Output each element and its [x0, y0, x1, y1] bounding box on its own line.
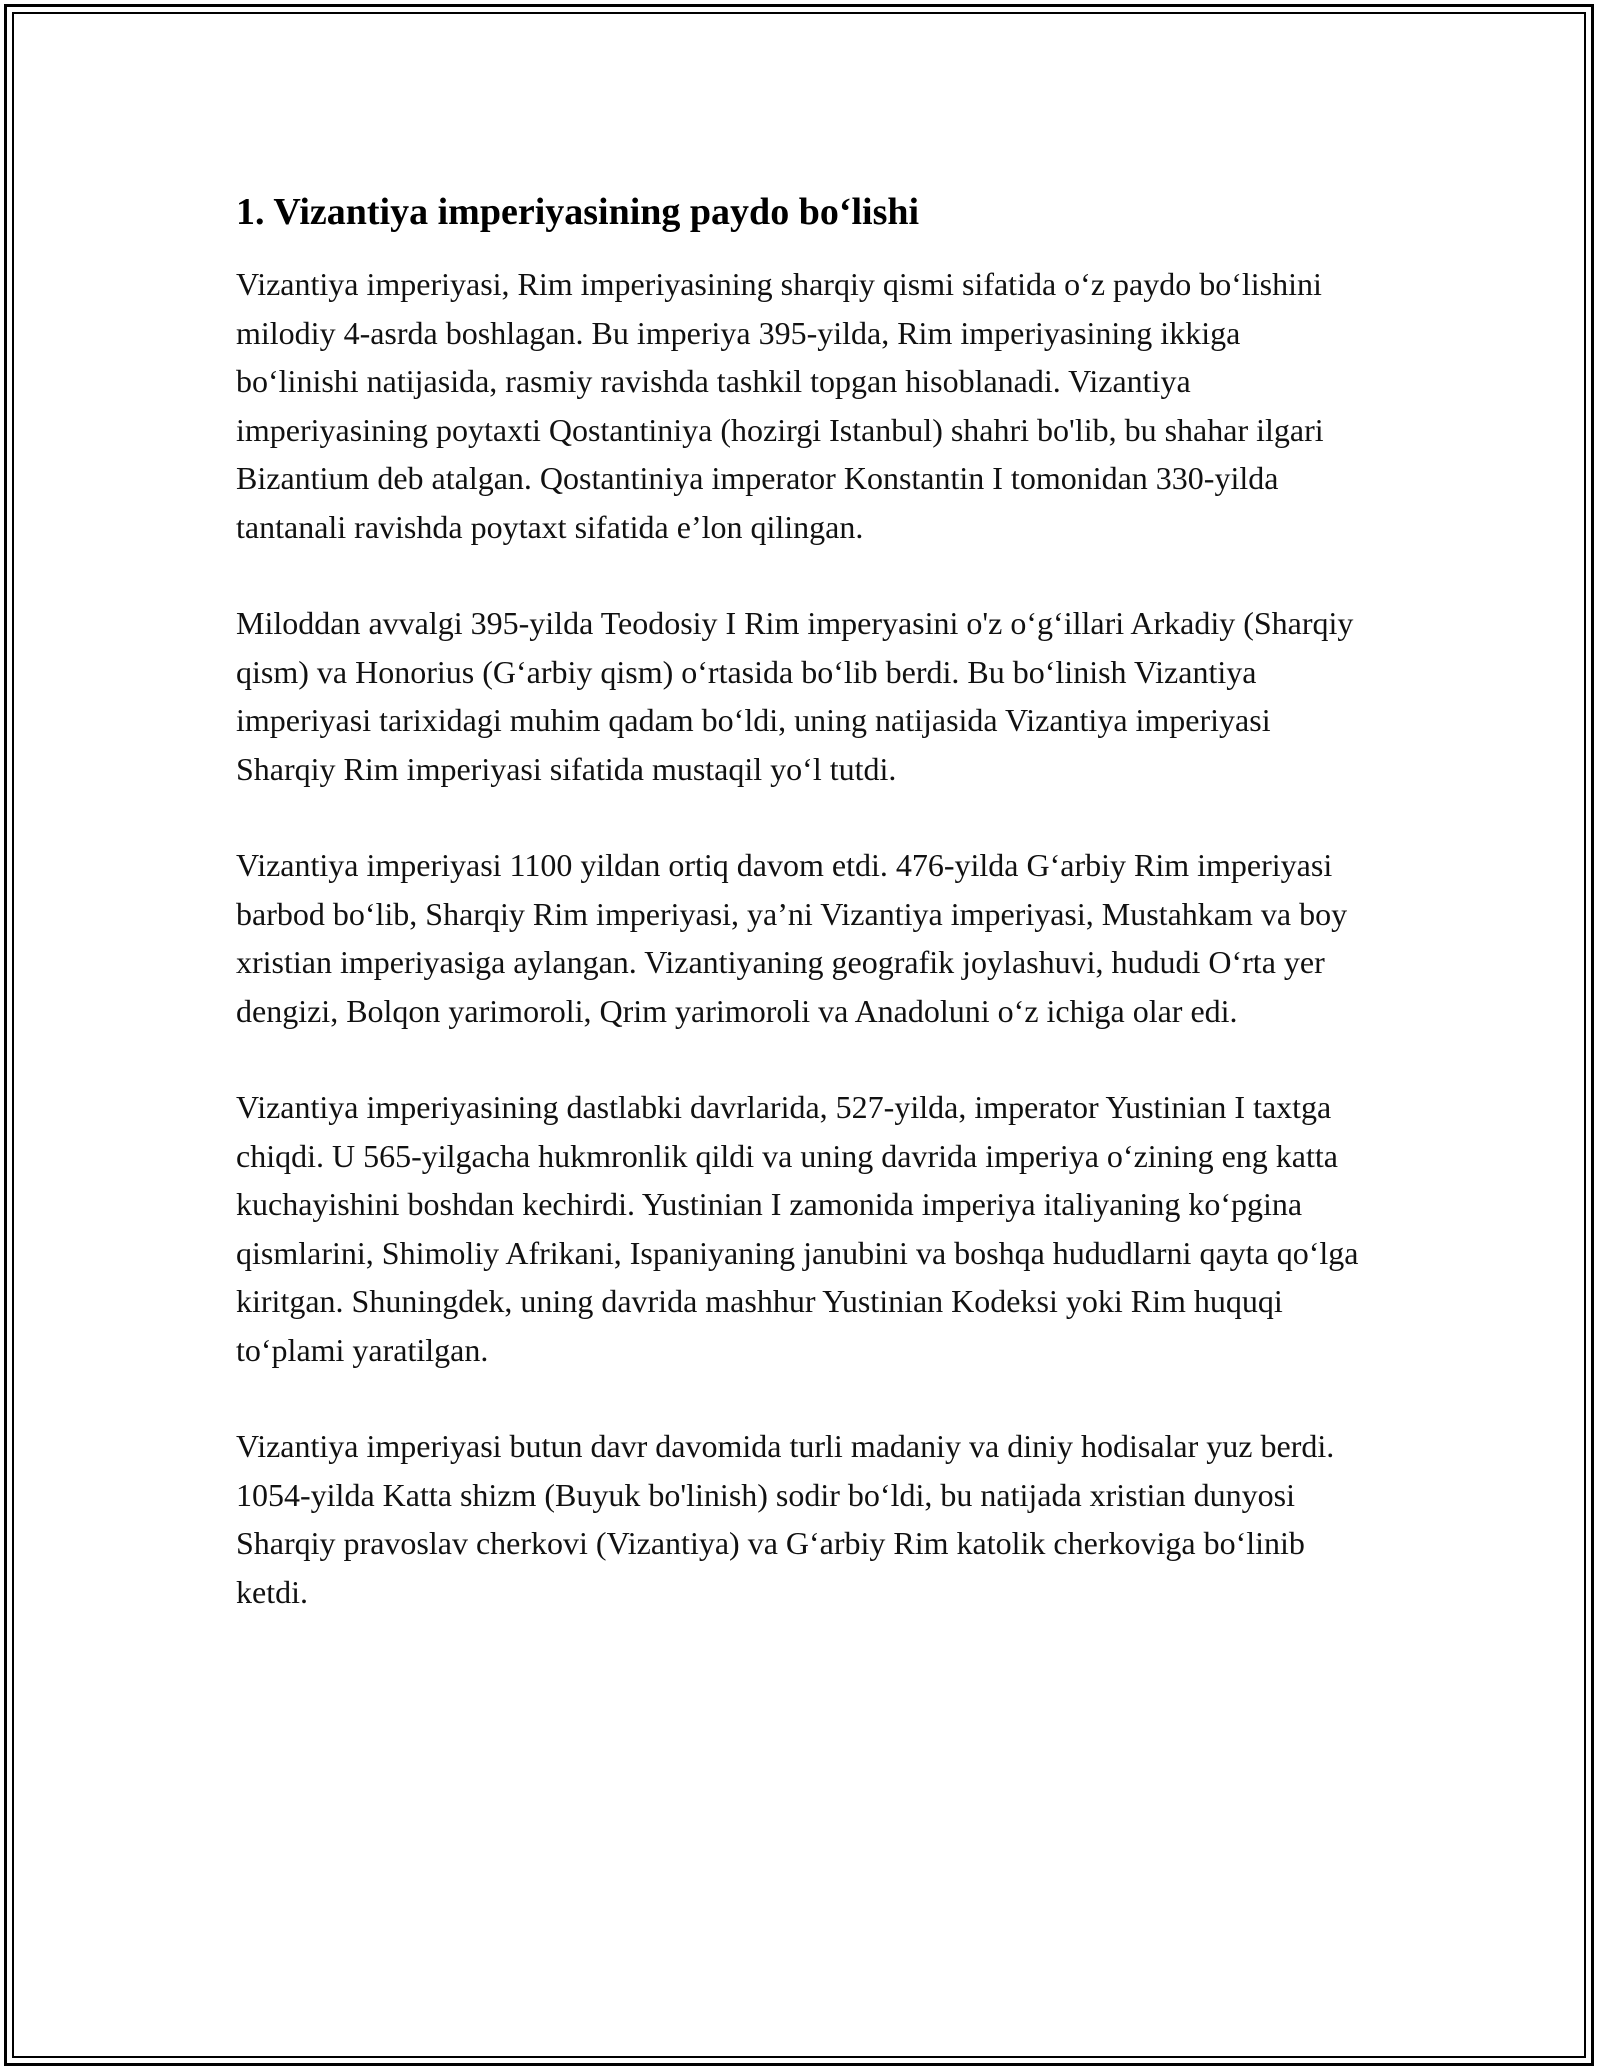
section-heading: 1. Vizantiya imperiyasining paydo bo‘lishi [236, 191, 920, 233]
paragraph-3: Vizantiya imperiyasi 1100 yildan ortiq davom etdi. 476-yilda G‘arbiy Rim imperiyasi barbod bo‘lib, Sharqiy Rim imperiyasi, ya’ni Vizantiya imperiyasi, Mustahkam va boy xristian imperiyasiga aylangan. Vizantiyaning geografik joylashuvi, hududi O‘rta yer dengizi, Bolqon yarimoroli, Qrim yarimoroli va Anadoluni o‘z ichiga olar edi. [236, 847, 1348, 1029]
paragraph-1: Vizantiya imperiyasi, Rim imperiyasining sharqiy qismi sifatida o‘z paydo bo‘lishini milodiy 4-asrda boshlagan. Bu imperiya 395-yilda, Rim imperiyasining ikkiga bo‘linishi natijasida, rasmiy ravishda tashkil topgan hisoblanadi. Vizantiya imperiyasining poytaxti Qostantiniya (hozirgi Istanbul) shahri bo'lib, bu shahar ilgari Bizantium deb atalgan. Qostantiniya imperator Konstantin I tomonidan 330-yilda tantanali ravishda poytaxt sifatida e’lon qilingan. [236, 266, 1324, 545]
paragraph-4: Vizantiya imperiyasining dastlabki davrlarida, 527-yilda, imperator Yustinian I taxtga chiqdi. U 565-yilgacha hukmronlik qildi va uning davrida imperiya o‘zining eng katta kuchayishini boshdan kechirdi. Yustinian I zamonida imperiya italiyaning ko‘pgina qismlarini, Shimoliy Afrikani, Ispaniyaning janubini va boshqa hududlarni qayta qo‘lga kiritgan. Shuningdek, uning davrida mashhur Yustinian Kodeksi yoki Rim huquqi to‘plami yaratilgan. [236, 1089, 1359, 1368]
paragraph-5: Vizantiya imperiyasi butun davr davomida turli madaniy va diniy hodisalar yuz berdi. 1054-yilda Katta shizm (Buyuk bo'linish) sodir bo‘ldi, bu natijada xristian dunyosi Sharqiy pravoslav cherkovi (Vizantiya) va G‘arbiy Rim katolik cherkoviga bo‘linib ketdi. [236, 1428, 1335, 1610]
document-content [236, 188, 1366, 1664]
paragraph-2: Miloddan avvalgi 395-yilda Teodosiy I Rim imperyasini o'z o‘g‘illari Arkadiy (Sharqiy qism) va Honorius (G‘arbiy qism) o‘rtasida bo‘lib berdi. Bu bo‘linish Vizantiya imperiyasi tarixidagi muhim qadam bo‘ldi, uning natijasida Vizantiya imperiyasi Sharqiy Rim imperiyasi sifatida mustaqil yo‘l tutdi. [236, 605, 1354, 787]
